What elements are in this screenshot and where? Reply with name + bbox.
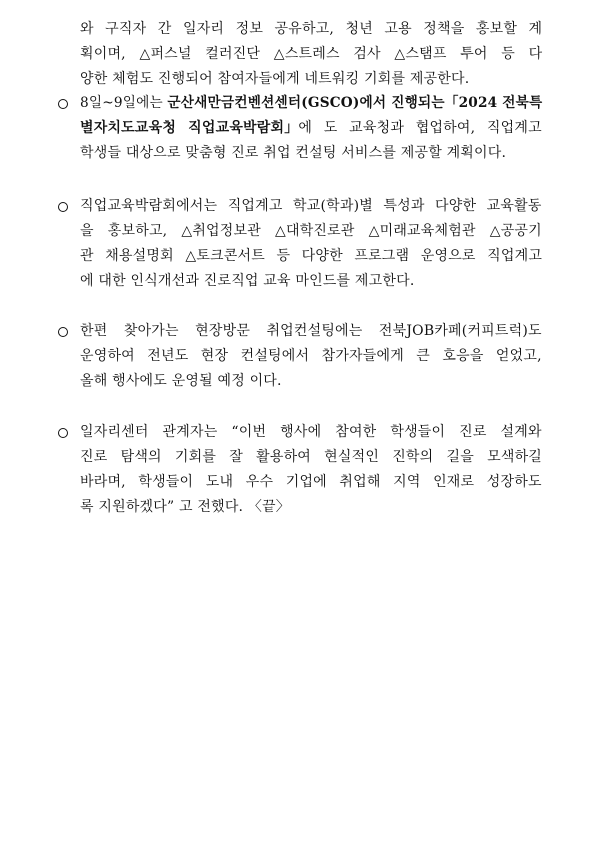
text-run: 직업교육박람회에서는 직업계고 학교(학과)별 특성과 다양한 교육활동: [80, 198, 542, 214]
bullet-circle-icon: [58, 327, 68, 337]
text-run: 일자리센터 관계자는 “이번 행사에 참여한 학생들이 진로 설계와: [80, 424, 542, 440]
paragraph-line: [80, 498, 290, 516]
text-run: 바라며, 학생들이 도내 우수 기업에 취업해 지역 인재로 성장하도: [80, 474, 542, 490]
paragraph-line: [80, 423, 542, 441]
paragraph-line: [80, 20, 542, 38]
text-run: 한편 찾아가는 현장방문 취업컨설팅에는 전북JOB카페(커피트럭)도: [80, 323, 542, 339]
text-run: 운영하여 전년도 현장 컨설팅에서 참가자들에게 큰 호응을 얻었고,: [80, 348, 542, 364]
paragraph-line: [80, 272, 414, 290]
text-run: 을 홍보하고, △취업정보관 △대학진로관 △미래교육체험관 △공공기: [80, 223, 542, 239]
paragraph-line: [80, 119, 542, 137]
paragraph-line: [80, 144, 506, 162]
text-run: 와 구직자 간 일자리 정보 공유하고, 청년 고용 정책을 홍보할 계: [80, 21, 543, 37]
text-run: 학생들 대상으로 맞춤형 진로 취업 컨설팅 서비스를 제공할 계획이다.: [80, 145, 507, 161]
text-run: 올해 행사에도 운영될 예정 이다.: [80, 373, 282, 389]
bullet-circle-icon: [58, 428, 68, 438]
text-run: 8일~9일에는: [80, 95, 168, 111]
paragraph-line: [80, 45, 542, 63]
text-run: 획이며, △퍼스널 컬러진단 △스트레스 검사 △스탬프 투어 등 다: [80, 46, 543, 62]
paragraph-line: [80, 70, 469, 88]
paragraph-line: [80, 347, 542, 365]
paragraph-line: [80, 222, 542, 240]
bold-text-run: 별자치도교육청 직업교육박람회」: [80, 120, 299, 136]
paragraph-line: [80, 247, 542, 265]
text-run: 에 대한 인식개선과 진로직업 교육 마인드를 제고한다.: [80, 273, 415, 289]
text-run: 에 도 교육청과 협업하여, 직업계고: [298, 120, 542, 136]
paragraph-line: [80, 94, 542, 112]
paragraph-line: [80, 197, 542, 215]
paragraph-line: [80, 448, 542, 466]
text-run: 관 채용설명회 △토크콘서트 등 다양한 프로그램 운영으로 직업계고: [80, 248, 543, 264]
text-run: 진로 탐색의 기회를 잘 활용하여 현실적인 진학의 길을 모색하길: [80, 449, 543, 465]
paragraph-line: [80, 473, 542, 491]
bullet-circle-icon: [58, 99, 68, 109]
paragraph-line: [80, 372, 282, 390]
bullet-circle-icon: [58, 202, 68, 212]
paragraph-line: [80, 322, 542, 340]
text-run: 양한 체험도 진행되어 참여자들에게 네트워킹 기회를 제공한다.: [80, 71, 470, 87]
text-run: 록 지원하겠다” 고 전했다. 〈끝〉: [80, 499, 290, 515]
bold-text-run: 군산새만금컨벤션센터(GSCO)에서 진행되는「2024 전북특: [167, 95, 543, 111]
